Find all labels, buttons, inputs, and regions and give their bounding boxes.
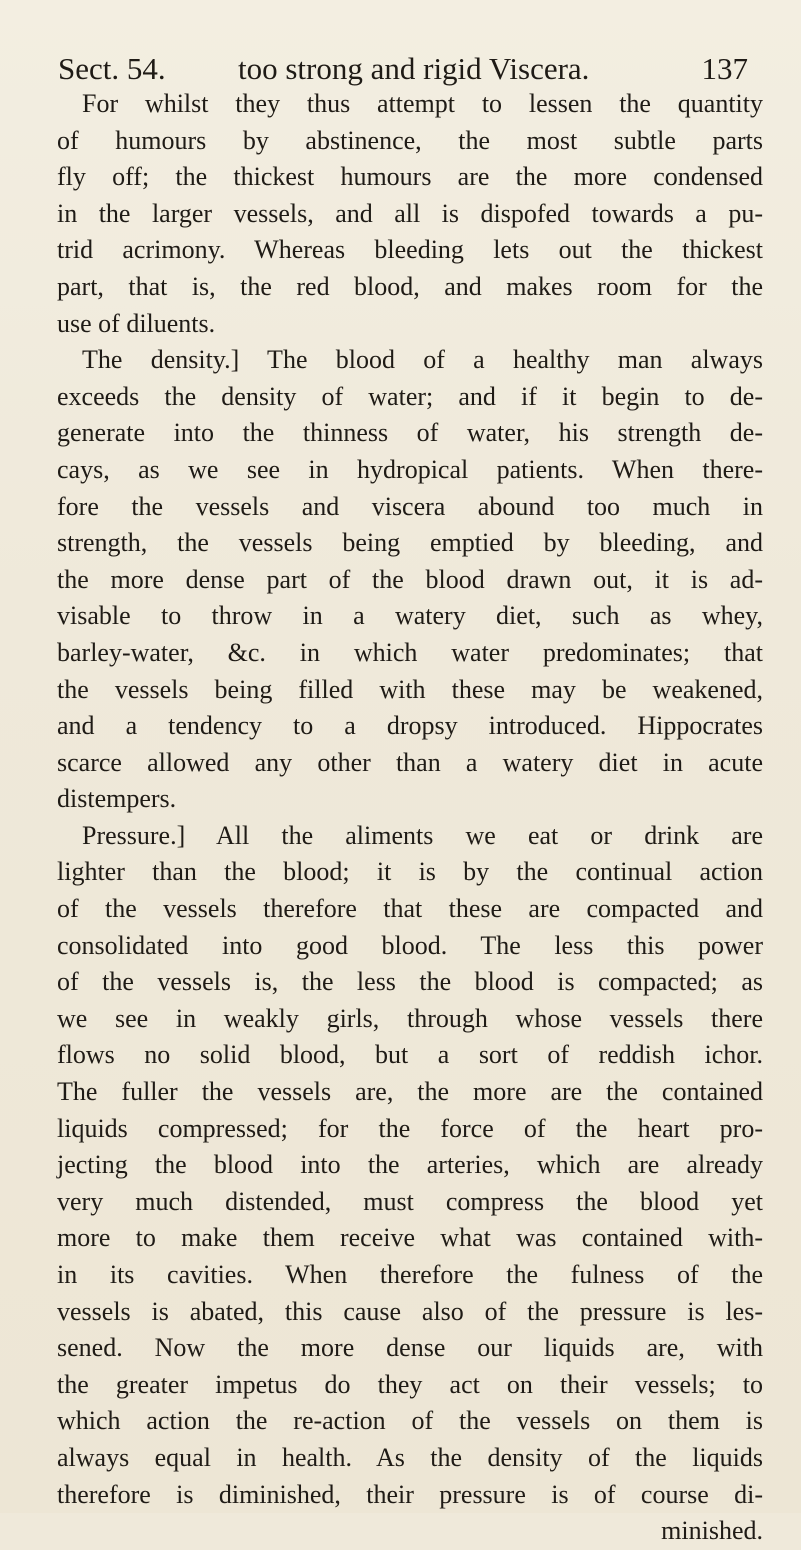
text-line: scarce allowed any other than a watery diet in acute [57,747,763,777]
text-line: sened. Now the more dense our liquids are, with [57,1333,763,1363]
text-line: the more dense part of the blood drawn out, it is ad- [57,564,763,594]
text-line: and a tendency to a dropsy introduced. Hippocrates [57,711,763,741]
text-line: The density.] The blood of a healthy man always [82,345,763,375]
text-line: therefore is diminished, their pressure is of course di- [57,1479,763,1509]
text-line: in the larger vessels, and all is dispofed towards a pu- [57,198,763,228]
body-text [57,86,763,1550]
text-line: fore the vessels and viscera abound too much in [57,491,763,521]
text-line: The fuller the vessels are, the more are the contained [57,1077,763,1107]
text-line: of humours by abstinence, the most subtle parts [57,125,763,155]
text-line: more to make them receive what was contained with- [57,1223,763,1253]
text-line: visable to throw in a watery diet, such as whey, [57,601,763,631]
text-line: lighter than the blood; it is by the continual action [57,857,763,887]
text-line: distempers. [57,784,177,814]
text-line: minished. [661,1516,763,1546]
text-line: in its cavities. When therefore the fulness of the [57,1260,763,1289]
text-line: always equal in health. As the density of the liquids [57,1442,763,1472]
text-line: use of diluents. [57,308,216,338]
text-line: fly off; the thickest humours are the more condensed [57,162,763,192]
text-line: liquids compressed; for the force of the heart pro- [57,1113,763,1143]
running-title: too strong and rigid Viscera. [238,51,590,86]
text-line: part, that is, the red blood, and makes room for the [57,271,763,301]
text-line: For whilst they thus attempt to lessen the quantity [82,89,763,118]
text-line: generate into the thinness of water, his strength de- [57,418,763,448]
text-line: exceeds the density of water; and if it begin to de- [57,381,763,411]
text-line: which action the re-action of the vessels on them is [57,1406,763,1436]
page-number: 137 [701,51,748,86]
text-line: the greater impetus do they act on their vessels; to [57,1369,763,1399]
text-line: very much distended, must compress the blood yet [57,1186,763,1216]
text-line: vessels is abated, this cause also of the pressure is les- [57,1296,763,1326]
text-line: trid acrimony. Whereas bleeding lets out the thickest [57,235,763,265]
text-line: barley-water, &c. in which water predominates; that [57,637,763,667]
text-line: Pressure.] All the aliments we eat or drink are [82,820,763,850]
section-number: Sect. 54. [58,51,166,86]
text-line: we see in weakly girls, through whose vessels there [57,1003,763,1033]
text-line: flows no solid blood, but a sort of reddish ichor. [57,1040,763,1070]
text-line: the vessels being filled with these may be weakened, [57,674,763,704]
text-line: strength, the vessels being emptied by bleeding, and [57,528,763,558]
text-line: jecting the blood into the arteries, which are already [57,1150,763,1180]
text-line: consolidated into good blood. The less this power [57,930,763,960]
text-line: cays, as we see in hydropical patients. When there- [57,454,763,484]
text-line: of the vessels therefore that these are compacted and [57,894,763,924]
text-line: of the vessels is, the less the blood is compacted; as [57,967,763,997]
